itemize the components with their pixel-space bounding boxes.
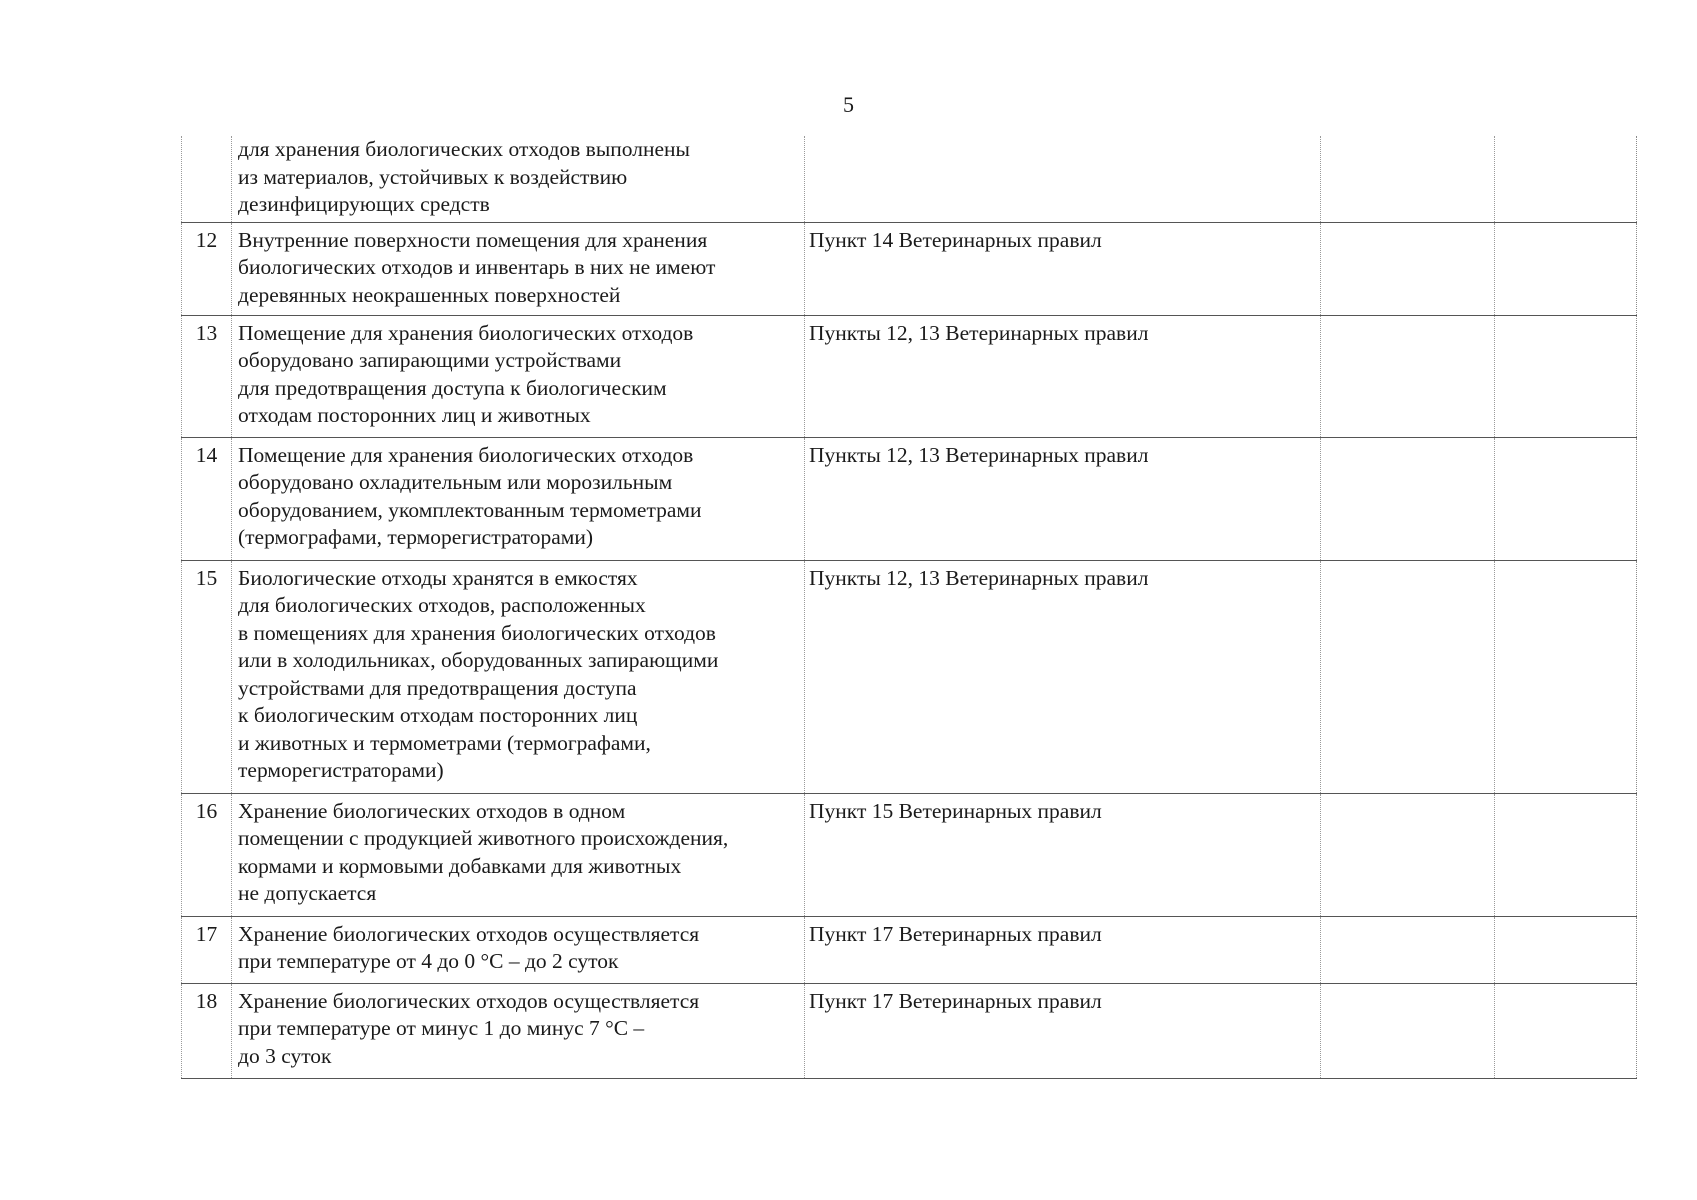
row-number: 17 bbox=[182, 916, 232, 983]
answer-cell bbox=[1321, 983, 1495, 1078]
note-cell bbox=[1495, 983, 1637, 1078]
requirement-cell: Помещение для хранения биологических отходов оборудовано охладительным или морозильным оборудованием, укомплектованным термометрами (термографами, терморегистраторами) bbox=[232, 437, 805, 560]
note-cell bbox=[1495, 136, 1637, 222]
table-row bbox=[182, 560, 1637, 793]
note-cell bbox=[1495, 560, 1637, 793]
table-row bbox=[182, 315, 1637, 437]
table-row bbox=[182, 437, 1637, 560]
reference-cell: Пункт 15 Ветеринарных правил bbox=[805, 793, 1321, 916]
reference-cell: Пункт 17 Ветеринарных правил bbox=[805, 983, 1321, 1078]
note-cell bbox=[1495, 222, 1637, 315]
requirement-cell: Хранение биологических отходов осуществляется при температуре от 4 до 0 °С – до 2 суток bbox=[232, 916, 805, 983]
answer-cell bbox=[1321, 916, 1495, 983]
answer-cell bbox=[1321, 136, 1495, 222]
reference-cell: Пункты 12, 13 Ветеринарных правил bbox=[805, 315, 1321, 437]
reference-cell: Пункты 12, 13 Ветеринарных правил bbox=[805, 560, 1321, 793]
table-row bbox=[182, 983, 1637, 1078]
reference-cell bbox=[805, 136, 1321, 222]
row-number: 12 bbox=[182, 222, 232, 315]
row-number: 14 bbox=[182, 437, 232, 560]
checklist-table bbox=[181, 136, 1637, 1079]
row-number: 15 bbox=[182, 560, 232, 793]
requirement-cell: для хранения биологических отходов выполнены из материалов, устойчивых к воздействию дезинфицирующих средств bbox=[232, 136, 805, 222]
answer-cell bbox=[1321, 315, 1495, 437]
reference-cell: Пункты 12, 13 Ветеринарных правил bbox=[805, 437, 1321, 560]
answer-cell bbox=[1321, 437, 1495, 560]
table-row bbox=[182, 222, 1637, 315]
note-cell bbox=[1495, 916, 1637, 983]
answer-cell bbox=[1321, 560, 1495, 793]
note-cell bbox=[1495, 315, 1637, 437]
row-number: 16 bbox=[182, 793, 232, 916]
row-number bbox=[182, 136, 232, 222]
row-number: 18 bbox=[182, 983, 232, 1078]
requirement-cell: Биологические отходы хранятся в емкостях для биологических отходов, расположенных в помещениях для хранения биологических отходов или в холодильниках, оборудованных запирающими устройствами для предотвращения доступа к биологическим отходам посторонних лиц и животных и термометрами (термографами, терморегистраторами) bbox=[232, 560, 805, 793]
reference-cell: Пункт 17 Ветеринарных правил bbox=[805, 916, 1321, 983]
answer-cell bbox=[1321, 222, 1495, 315]
note-cell bbox=[1495, 437, 1637, 560]
table-row bbox=[182, 136, 1637, 222]
page-number: 5 bbox=[843, 92, 854, 117]
requirement-cell: Хранение биологических отходов в одном помещении с продукцией животного происхождения, кормами и кормовыми добавками для животных не допускается bbox=[232, 793, 805, 916]
requirement-cell: Помещение для хранения биологических отходов оборудовано запирающими устройствами для предотвращения доступа к биологическим отходам посторонних лиц и животных bbox=[232, 315, 805, 437]
row-number: 13 bbox=[182, 315, 232, 437]
table-row bbox=[182, 916, 1637, 983]
table-row bbox=[182, 793, 1637, 916]
note-cell bbox=[1495, 793, 1637, 916]
requirement-cell: Хранение биологических отходов осуществляется при температуре от минус 1 до минус 7 °С – до 3 суток bbox=[232, 983, 805, 1078]
reference-cell: Пункт 14 Ветеринарных правил bbox=[805, 222, 1321, 315]
requirement-cell: Внутренние поверхности помещения для хранения биологических отходов и инвентарь в них не имеют деревянных неокрашенных поверхностей bbox=[232, 222, 805, 315]
answer-cell bbox=[1321, 793, 1495, 916]
